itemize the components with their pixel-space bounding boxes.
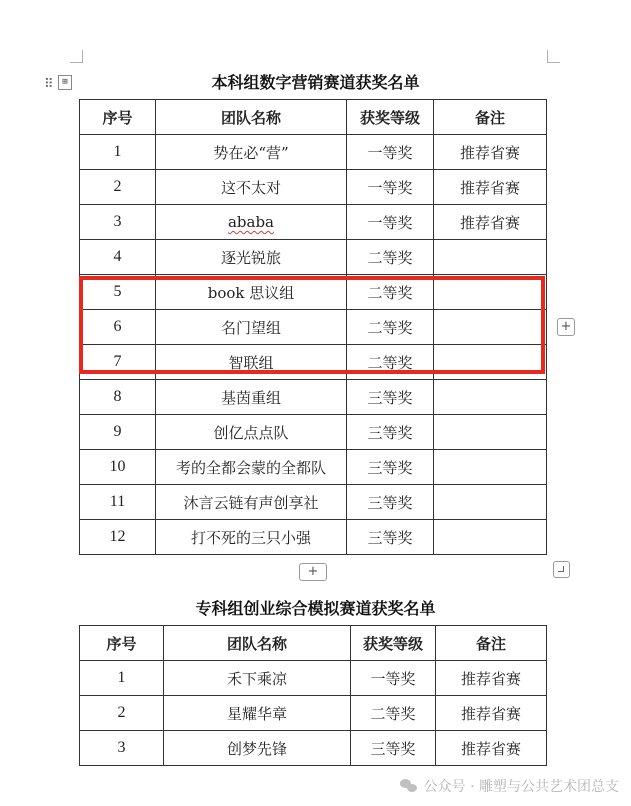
remark-cell[interactable]: 推荐省赛 <box>434 135 547 170</box>
index-cell[interactable]: 8 <box>80 380 156 415</box>
remark-cell[interactable]: 推荐省赛 <box>436 661 547 696</box>
award-level-cell[interactable]: 二等奖 <box>351 696 436 731</box>
table-row <box>80 380 547 415</box>
table-row <box>80 275 547 310</box>
award-level-cell[interactable]: 二等奖 <box>347 345 434 380</box>
index-cell[interactable]: 2 <box>80 170 156 205</box>
drag-dots-icon: ⠿ <box>44 77 53 92</box>
index-cell[interactable]: 5 <box>80 275 156 310</box>
table-row <box>80 135 547 170</box>
index-cell[interactable]: 12 <box>80 520 156 555</box>
remark-cell[interactable]: 推荐省赛 <box>434 170 547 205</box>
table-row <box>80 310 547 345</box>
table-row <box>80 240 547 275</box>
award-level-cell[interactable]: 一等奖 <box>347 170 434 205</box>
award-table-college <box>79 625 547 766</box>
header-cell: 获奖等级 <box>351 626 436 661</box>
remark-cell[interactable]: 推荐省赛 <box>436 731 547 766</box>
table-row <box>80 731 547 766</box>
remark-cell[interactable] <box>434 485 547 520</box>
index-cell[interactable]: 10 <box>80 450 156 485</box>
remark-cell[interactable] <box>434 380 547 415</box>
team-name-cell[interactable]: 这不太对 <box>156 170 347 205</box>
award-level-cell[interactable]: 二等奖 <box>347 240 434 275</box>
award-level-cell[interactable]: 二等奖 <box>347 310 434 345</box>
team-name-cell[interactable]: 名门望组 <box>156 310 347 345</box>
team-name-cell[interactable]: book 思议组 <box>156 275 347 310</box>
team-name-cell[interactable]: 逐光锐旅 <box>156 240 347 275</box>
table2-title: 专科组创业综合模拟赛道获奖名单 <box>195 599 436 618</box>
header-cell: 获奖等级 <box>347 100 434 135</box>
team-name-cell[interactable]: 势在必“营” <box>156 135 347 170</box>
team-name-cell[interactable]: 星耀华章 <box>164 696 351 731</box>
remark-cell[interactable] <box>434 310 547 345</box>
index-cell[interactable]: 3 <box>80 731 164 766</box>
table-row <box>80 485 547 520</box>
table-row <box>80 345 547 380</box>
award-table-undergrad <box>79 99 547 555</box>
header-cell: 序号 <box>80 100 156 135</box>
header-cell: 团队名称 <box>164 626 351 661</box>
header-cell: 备注 <box>434 100 547 135</box>
team-name-cell[interactable]: 智联组 <box>156 345 347 380</box>
margin-corner-top-right <box>547 50 560 63</box>
index-cell[interactable]: 4 <box>80 240 156 275</box>
index-cell[interactable]: 3 <box>80 205 156 240</box>
award-level-cell[interactable]: 三等奖 <box>351 731 436 766</box>
remark-cell[interactable] <box>434 415 547 450</box>
team-name-cell[interactable]: 打不死的三只小强 <box>156 520 347 555</box>
award-level-cell[interactable]: 三等奖 <box>347 450 434 485</box>
award-level-cell[interactable]: 一等奖 <box>351 661 436 696</box>
table-row <box>80 696 547 731</box>
award-level-cell[interactable]: 一等奖 <box>347 205 434 240</box>
table-row <box>80 661 547 696</box>
watermark-text: 公众号 · 雕塑与公共艺术团总支 <box>423 779 619 795</box>
table-row <box>80 205 547 240</box>
index-cell[interactable]: 2 <box>80 696 164 731</box>
table1-title: 本科组数字营销赛道获奖名单 <box>211 73 420 92</box>
remark-cell[interactable] <box>434 240 547 275</box>
table-header-row <box>80 626 547 661</box>
add-row-button[interactable]: + <box>299 563 327 581</box>
award-level-cell[interactable]: 三等奖 <box>347 415 434 450</box>
remark-cell[interactable] <box>434 450 547 485</box>
award-level-cell[interactable]: 三等奖 <box>347 520 434 555</box>
index-cell[interactable]: 7 <box>80 345 156 380</box>
team-name-cell[interactable]: 创梦先锋 <box>164 731 351 766</box>
remark-cell[interactable]: 推荐省赛 <box>436 696 547 731</box>
index-cell[interactable]: 1 <box>80 661 164 696</box>
table-row <box>80 415 547 450</box>
add-column-button[interactable]: + <box>557 318 575 336</box>
award-level-cell[interactable]: 二等奖 <box>347 275 434 310</box>
team-name-cell[interactable]: 创亿点点队 <box>156 415 347 450</box>
team-name-cell[interactable]: 禾下乘凉 <box>164 661 351 696</box>
index-cell[interactable]: 6 <box>80 310 156 345</box>
margin-corner-top-left <box>70 50 83 63</box>
team-name-cell[interactable]: ababa <box>156 205 347 240</box>
remark-cell[interactable] <box>434 520 547 555</box>
table-row <box>80 520 547 555</box>
award-level-cell[interactable]: 一等奖 <box>347 135 434 170</box>
index-cell[interactable]: 9 <box>80 415 156 450</box>
header-cell: 团队名称 <box>156 100 347 135</box>
header-cell: 备注 <box>436 626 547 661</box>
table-select-icon: ⊞ <box>58 75 72 90</box>
team-name-cell[interactable]: 考的全都会蒙的全都队 <box>156 450 347 485</box>
remark-cell[interactable] <box>434 275 547 310</box>
index-cell[interactable]: 1 <box>80 135 156 170</box>
award-level-cell[interactable]: 三等奖 <box>347 485 434 520</box>
remark-cell[interactable] <box>434 345 547 380</box>
team-name-cell[interactable]: 沐言云链有声创享社 <box>156 485 347 520</box>
index-cell[interactable]: 11 <box>80 485 156 520</box>
table-resize-handle[interactable] <box>553 561 570 578</box>
table-header-row <box>80 100 547 135</box>
table-row <box>80 450 547 485</box>
table-row <box>80 170 547 205</box>
header-cell: 序号 <box>80 626 164 661</box>
award-level-cell[interactable]: 三等奖 <box>347 380 434 415</box>
watermark <box>400 776 619 796</box>
team-name-cell[interactable]: 基茵重组 <box>156 380 347 415</box>
wechat-icon <box>400 779 418 793</box>
remark-cell[interactable]: 推荐省赛 <box>434 205 547 240</box>
